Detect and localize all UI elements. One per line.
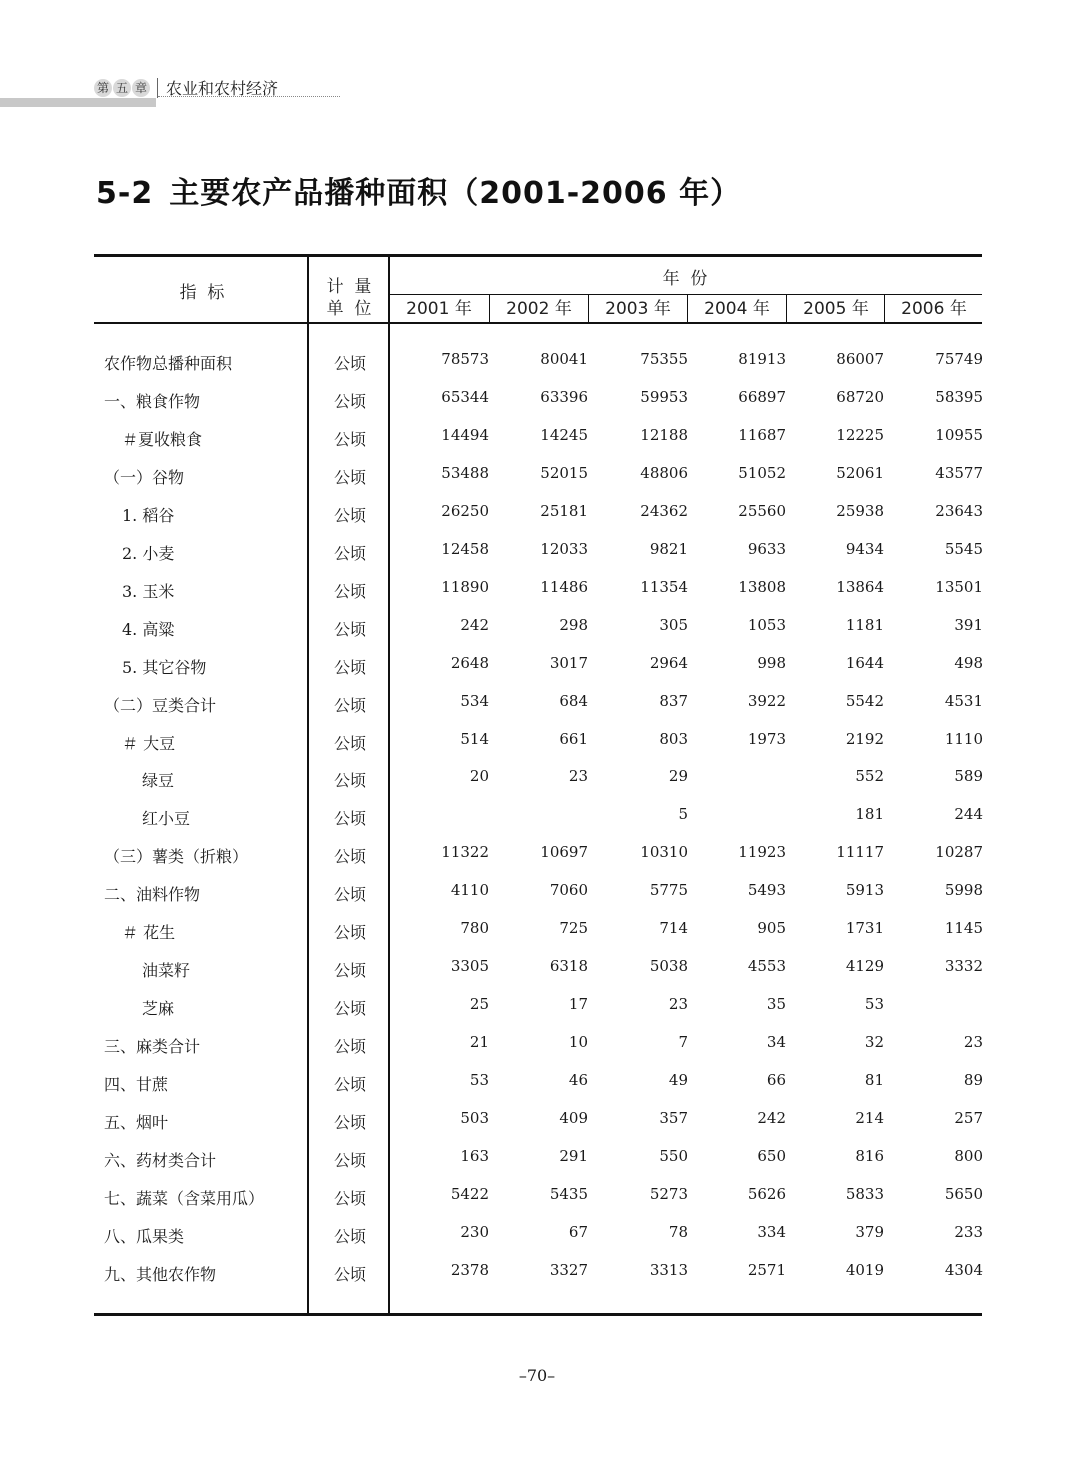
table-row	[0, 1025, 1074, 1063]
row-label: （二）豆类合计	[104, 695, 217, 715]
value-cell: 550	[659, 1146, 688, 1165]
value-cell: 58395	[935, 387, 983, 406]
row-label: （一）谷物	[104, 467, 185, 487]
value-cell: 5435	[549, 1184, 588, 1203]
value-cell: 534	[460, 691, 489, 710]
row-unit: 公顷	[333, 923, 366, 943]
value-cell: 5833	[845, 1184, 884, 1203]
value-cell: 78	[668, 1222, 688, 1241]
table-row	[0, 646, 1074, 684]
table-row	[0, 456, 1074, 494]
value-cell: 67	[568, 1222, 588, 1241]
value-cell: 4110	[450, 881, 489, 900]
value-cell: 1145	[944, 919, 983, 938]
value-cell: 81913	[738, 350, 786, 368]
row-unit: 公顷	[333, 657, 366, 677]
table-row	[0, 684, 1074, 722]
row-label: 二、油料作物	[104, 885, 201, 905]
value-cell: 32	[864, 1033, 884, 1052]
table-row	[0, 342, 1074, 380]
row-label: 九、其他农作物	[104, 1264, 217, 1284]
table-row	[0, 570, 1074, 608]
value-cell: 3017	[549, 653, 588, 672]
year-header-cell: 2005 年	[803, 299, 869, 319]
value-cell: 25	[469, 995, 489, 1014]
value-cell: 43577	[935, 463, 983, 482]
value-cell: 5913	[845, 881, 884, 900]
table-row	[0, 418, 1074, 456]
year-header-cell: 2003 年	[605, 299, 671, 319]
row-label: 五、烟叶	[104, 1113, 169, 1132]
value-cell: 5273	[649, 1184, 688, 1203]
value-cell: 80041	[540, 350, 588, 368]
value-cell: 12033	[540, 539, 588, 558]
value-cell: 46	[568, 1071, 588, 1090]
row-unit: 公顷	[333, 619, 366, 639]
table-row	[0, 835, 1074, 873]
row-unit: 公顷	[333, 467, 366, 487]
row-unit: 公顷	[333, 354, 366, 373]
value-cell: 53	[469, 1071, 489, 1090]
value-cell: 3332	[944, 957, 983, 976]
value-cell: 12188	[640, 425, 688, 444]
value-cell: 20	[469, 767, 489, 786]
row-label: 七、蔬菜（含菜用瓜）	[104, 1188, 265, 1208]
value-cell: 5493	[747, 881, 786, 900]
value-cell: 242	[757, 1109, 786, 1127]
value-cell: 53488	[441, 463, 489, 482]
table-row	[0, 722, 1074, 760]
row-label: 红小豆	[142, 809, 191, 829]
year-header-cell: 2006 年	[901, 299, 967, 319]
value-cell: 24362	[640, 501, 688, 520]
row-label: 3. 玉米	[122, 581, 175, 601]
row-unit: 公顷	[333, 391, 366, 411]
row-unit: 公顷	[333, 429, 366, 449]
value-cell: 803	[659, 729, 688, 748]
value-cell: 63396	[540, 387, 588, 406]
value-cell: 6318	[549, 957, 588, 976]
value-cell: 66897	[738, 387, 786, 406]
value-cell: 7	[678, 1033, 688, 1052]
value-cell: 4129	[845, 957, 884, 976]
table-row	[0, 1253, 1074, 1291]
chapter-bar	[0, 98, 156, 107]
unit-header-line2: 单 位	[326, 299, 372, 319]
row-unit: 公顷	[333, 885, 366, 905]
value-cell: 2192	[845, 729, 884, 748]
value-cell: 10310	[640, 843, 688, 862]
value-cell: 503	[460, 1109, 489, 1127]
page-number: –70–	[518, 1366, 556, 1385]
table-row	[0, 1101, 1074, 1139]
value-cell: 10955	[935, 425, 983, 444]
value-cell: 53	[864, 995, 884, 1014]
row-label: 5. 其它谷物	[122, 657, 207, 677]
row-unit: 公顷	[333, 1188, 366, 1208]
value-cell: 4531	[944, 691, 983, 710]
value-cell: 81	[864, 1071, 884, 1090]
value-cell: 11687	[738, 425, 786, 444]
value-cell: 34	[766, 1033, 786, 1052]
row-label: 油菜籽	[142, 961, 191, 981]
value-cell: 52015	[540, 463, 588, 482]
value-cell: 4019	[845, 1260, 884, 1279]
table-header-rule	[94, 322, 982, 324]
value-cell: 816	[855, 1146, 884, 1165]
value-cell: 233	[954, 1222, 983, 1241]
value-cell: 409	[559, 1109, 588, 1127]
row-unit: 公顷	[333, 581, 366, 601]
table-top-rule	[94, 254, 982, 257]
value-cell: 23	[963, 1033, 983, 1052]
value-cell: 52061	[836, 463, 884, 482]
row-label: 三、麻类合计	[104, 1037, 201, 1057]
value-cell: 661	[559, 729, 588, 748]
row-label: （三）薯类（折粮）	[104, 847, 249, 867]
year-group-header: 年 份	[662, 269, 708, 289]
year-group-rule	[389, 294, 982, 295]
value-cell: 514	[460, 729, 489, 748]
value-cell: 48806	[640, 463, 688, 482]
value-cell: 650	[757, 1146, 786, 1165]
row-unit: 公顷	[333, 543, 366, 563]
table-row	[0, 608, 1074, 646]
value-cell: 17	[568, 995, 588, 1014]
chapter-seal-2: 五	[113, 79, 131, 97]
row-unit: 公顷	[333, 847, 366, 867]
value-cell: 214	[855, 1109, 884, 1127]
value-cell: 5545	[944, 539, 983, 558]
value-cell: 59953	[640, 387, 688, 406]
row-label: 农作物总播种面积	[104, 354, 233, 373]
value-cell: 11890	[441, 577, 489, 596]
value-cell: 13864	[836, 577, 884, 596]
row-unit: 公顷	[333, 1113, 366, 1132]
row-label: 2. 小麦	[122, 543, 175, 563]
value-cell: 4304	[944, 1260, 983, 1279]
row-unit: 公顷	[333, 961, 366, 981]
value-cell: 12458	[441, 539, 489, 558]
row-unit: 公顷	[333, 505, 366, 525]
unit-header-line1: 计 量	[326, 277, 372, 297]
value-cell: 3327	[549, 1260, 588, 1279]
value-cell: 589	[954, 767, 983, 786]
row-label: 芝麻	[142, 999, 175, 1019]
row-label: 四、甘蔗	[104, 1075, 169, 1095]
table-row	[0, 380, 1074, 418]
year-header-cell: 2001 年	[406, 299, 472, 319]
value-cell: 75749	[935, 350, 983, 368]
row-unit: 公顷	[333, 771, 366, 791]
row-unit: 公顷	[333, 1150, 366, 1170]
value-cell: 12225	[836, 425, 884, 444]
value-cell: 837	[659, 691, 688, 710]
value-cell: 2571	[747, 1260, 786, 1279]
value-cell: 29	[668, 767, 688, 786]
value-cell: 11923	[738, 843, 786, 862]
chapter-title: 农业和农村经济	[166, 79, 279, 98]
value-cell: 10287	[935, 843, 983, 862]
value-cell: 1181	[845, 615, 884, 634]
value-cell: 26250	[441, 501, 489, 520]
table-row	[0, 1215, 1074, 1253]
value-cell: 66	[766, 1071, 786, 1090]
chapter-separator	[157, 78, 158, 98]
row-unit: 公顷	[333, 809, 366, 829]
value-cell: 25560	[738, 501, 786, 520]
value-cell: 23643	[935, 501, 983, 520]
value-cell: 334	[757, 1222, 786, 1241]
value-cell: 14245	[540, 425, 588, 444]
table-row	[0, 1139, 1074, 1177]
value-cell: 75355	[640, 350, 688, 368]
value-cell: 86007	[836, 350, 884, 368]
value-cell: 1110	[944, 729, 983, 748]
value-cell: 3305	[450, 957, 489, 976]
value-cell: 905	[757, 919, 786, 938]
value-cell: 2964	[649, 653, 688, 672]
value-cell: 5	[678, 805, 688, 824]
value-cell: 68720	[836, 387, 884, 406]
value-cell: 25181	[540, 501, 588, 520]
row-label: 4. 高粱	[122, 619, 175, 639]
indicator-header: 指 标	[179, 283, 225, 303]
table-row	[0, 987, 1074, 1025]
row-unit: 公顷	[333, 695, 366, 715]
value-cell: 780	[460, 919, 489, 938]
chapter-seal-1: 第	[94, 79, 112, 97]
value-cell: 1973	[747, 729, 786, 748]
value-cell: 725	[559, 919, 588, 938]
value-cell: 2378	[450, 1260, 489, 1279]
table-title: 主要农产品播种面积（2001-2006 年）	[169, 176, 742, 211]
table-row	[0, 759, 1074, 797]
value-cell: 11322	[441, 843, 489, 862]
year-header-cell: 2002 年	[506, 299, 572, 319]
row-label: 一、粮食作物	[104, 391, 201, 411]
table-row	[0, 911, 1074, 949]
row-label: 六、药材类合计	[104, 1150, 217, 1170]
value-cell: 9633	[747, 539, 786, 558]
value-cell: 181	[855, 805, 884, 824]
value-cell: 163	[460, 1146, 489, 1165]
value-cell: 9434	[845, 539, 884, 558]
page-title	[96, 168, 741, 212]
value-cell: 552	[855, 767, 884, 786]
value-cell: 13808	[738, 577, 786, 596]
row-unit: 公顷	[333, 733, 366, 753]
table-bottom-rule	[94, 1313, 982, 1316]
value-cell: 5542	[845, 691, 884, 710]
value-cell: 10	[568, 1033, 588, 1052]
value-cell: 9821	[649, 539, 688, 558]
row-unit: 公顷	[333, 1037, 366, 1057]
value-cell: 998	[757, 653, 786, 672]
row-unit: 公顷	[333, 999, 366, 1019]
value-cell: 714	[659, 919, 688, 938]
value-cell: 11486	[540, 577, 588, 596]
value-cell: 5626	[747, 1184, 786, 1203]
value-cell: 5650	[944, 1184, 983, 1203]
value-cell: 11354	[640, 577, 688, 596]
table-row	[0, 532, 1074, 570]
value-cell: 298	[559, 615, 588, 634]
chapter-seal-3: 章	[132, 79, 150, 97]
table-row	[0, 1063, 1074, 1101]
value-cell: 49	[668, 1071, 688, 1090]
row-label: ＃ 大豆	[122, 733, 176, 753]
value-cell: 11117	[836, 843, 884, 862]
value-cell: 244	[954, 805, 983, 824]
value-cell: 3313	[649, 1260, 688, 1279]
value-cell: 291	[559, 1146, 588, 1165]
table-row	[0, 873, 1074, 911]
value-cell: 51052	[738, 463, 786, 482]
table-number: 5-2	[96, 176, 154, 211]
chapter-rule	[158, 96, 340, 97]
table-row	[0, 1177, 1074, 1215]
value-cell: 1731	[845, 919, 884, 938]
table-row	[0, 797, 1074, 835]
value-cell: 1053	[747, 615, 786, 634]
value-cell: 5422	[450, 1184, 489, 1203]
value-cell: 242	[460, 615, 489, 634]
value-cell: 2648	[450, 653, 489, 672]
value-cell: 65344	[441, 387, 489, 406]
value-cell: 379	[855, 1222, 884, 1241]
row-label: 绿豆	[142, 771, 175, 791]
value-cell: 684	[559, 691, 588, 710]
value-cell: 4553	[747, 957, 786, 976]
row-unit: 公顷	[333, 1264, 366, 1284]
value-cell: 1644	[845, 653, 884, 672]
row-unit: 公顷	[333, 1075, 366, 1095]
value-cell: 23	[668, 995, 688, 1014]
row-label: 1. 稻谷	[122, 505, 175, 525]
value-cell: 800	[954, 1146, 983, 1165]
value-cell: 305	[659, 615, 688, 634]
value-cell: 78573	[441, 350, 489, 368]
value-cell: 25938	[836, 501, 884, 520]
value-cell: 3922	[747, 691, 786, 710]
value-cell: 5998	[944, 881, 983, 900]
year-header-cell: 2004 年	[704, 299, 770, 319]
table-row	[0, 494, 1074, 532]
value-cell: 35	[766, 995, 786, 1014]
value-cell: 498	[954, 653, 983, 672]
value-cell: 357	[659, 1109, 688, 1127]
value-cell: 7060	[549, 881, 588, 900]
value-cell: 89	[963, 1071, 983, 1090]
value-cell: 5775	[649, 881, 688, 900]
value-cell: 14494	[441, 425, 489, 444]
row-label: ＃夏收粮食	[122, 429, 203, 449]
row-label: ＃ 花生	[122, 923, 176, 943]
value-cell: 391	[954, 615, 983, 634]
value-cell: 21	[469, 1033, 489, 1052]
value-cell: 5038	[649, 957, 688, 976]
row-label: 八、瓜果类	[104, 1226, 185, 1246]
value-cell: 230	[460, 1222, 489, 1241]
value-cell: 10697	[540, 843, 588, 862]
value-cell: 257	[954, 1109, 983, 1127]
row-unit: 公顷	[333, 1226, 366, 1246]
table-row	[0, 949, 1074, 987]
value-cell: 13501	[935, 577, 983, 596]
value-cell: 23	[568, 767, 588, 786]
